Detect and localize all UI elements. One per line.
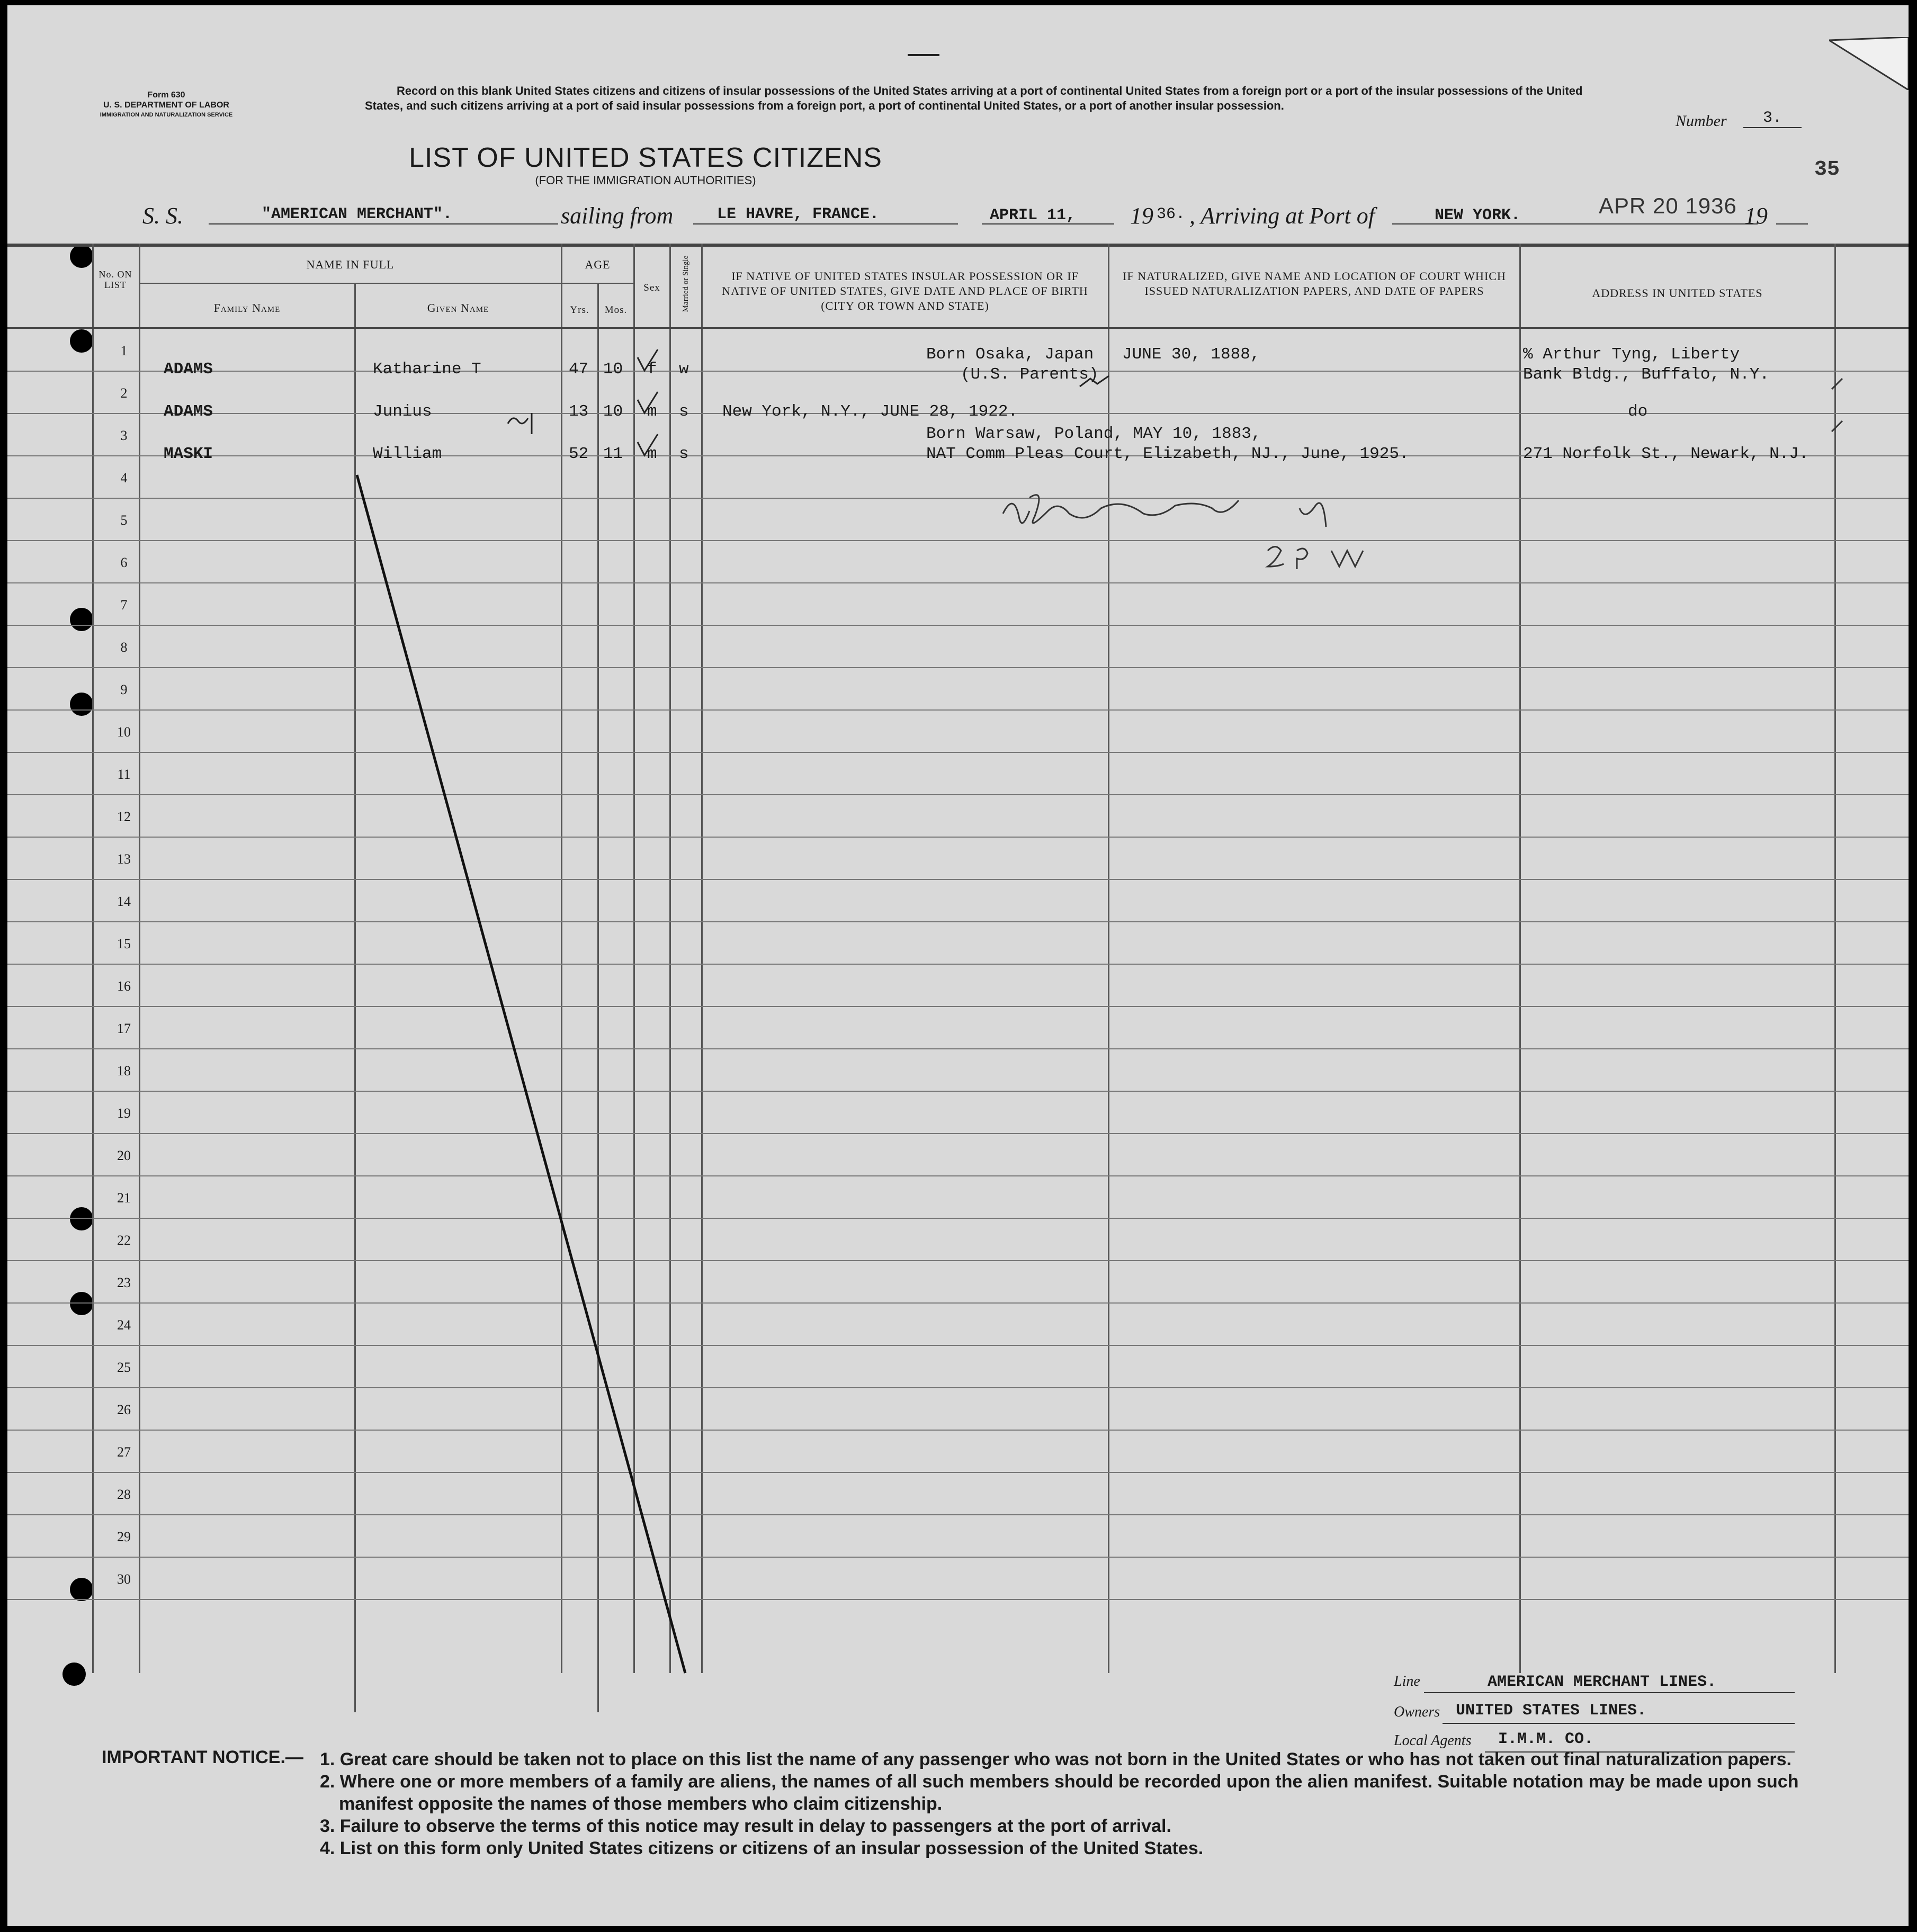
header-no-on-list: No. ON LIST — [98, 269, 132, 290]
family-name: ADAMS — [164, 402, 213, 421]
check-mark — [638, 349, 658, 371]
given-name: Katharine T — [373, 360, 481, 379]
header-age: AGE — [585, 258, 611, 271]
header-native-info: IF NATIVE OF UNITED STATES INSULAR POSSESSION OR IF NATIVE OF UNITED STATES, GIVE DATE AND PLACE OF BIRTH (CITY OR TOWN AND STATE) — [722, 269, 1088, 312]
row-number: 1 — [120, 343, 128, 358]
given-name: Junius — [373, 402, 432, 421]
header-yrs: Yrs. — [570, 304, 589, 316]
given-name: William — [373, 445, 442, 463]
row-number: 4 — [120, 470, 128, 486]
notice-item: 2. Where one or more members of a family are aliens, the names of all such members should be recorded upon the alien manifest. Suitable notation may be made upon such — [320, 1772, 1799, 1792]
marital-status: w — [679, 360, 689, 379]
native-place: Born Warsaw, Poland, MAY 10, 1883, — [926, 425, 1261, 443]
age-years: 47 — [569, 360, 589, 379]
notice-item: 1. Great care should be taken not to place on this list the name of any passenger who was not born in the United States or who has not taken out final naturalization papers. — [320, 1749, 1792, 1769]
sex: m — [647, 402, 657, 421]
header-naturalized-info: IF NATURALIZED, GIVE NAME AND LOCATION OF COURT WHICH ISSUED NATURALIZATION PAPERS, AND DATE OF PAPERS — [1123, 269, 1506, 298]
cancel-line — [357, 475, 685, 1673]
instructions-text: Record on this blank United States citizens and citizens of insular possessions of the United States arriving at a port of continental United States from a foreign port or a port of the insular possessions of the United States, and such citizens arriving at a port of said insular possessions from a foreign port, a port of continental United States, or a port of another insular possession. — [365, 84, 1583, 112]
arrival-stamp: APR 20 1936 — [1599, 193, 1737, 218]
row-number: 8 — [120, 640, 128, 655]
check-mark — [638, 434, 658, 455]
owners-label: Owners — [1394, 1704, 1440, 1720]
row-number: 18 — [117, 1063, 131, 1079]
header-address: ADDRESS IN UNITED STATES — [1592, 286, 1763, 300]
sex: m — [647, 445, 657, 463]
row-number: 21 — [117, 1190, 131, 1206]
row-number: 7 — [120, 597, 128, 613]
handwritten-marks — [7, 5, 1909, 1926]
row-number: 30 — [117, 1571, 131, 1587]
family-name: MASKI — [164, 445, 213, 463]
form-sheet — [7, 5, 1909, 1926]
row-number: 29 — [117, 1529, 131, 1544]
arriving-label: , Arriving at Port of — [1189, 203, 1375, 229]
header-name-in-full: NAME IN FULL — [306, 258, 395, 271]
marital-status: s — [679, 402, 689, 421]
page-subtitle: (FOR THE IMMIGRATION AUTHORITIES) — [535, 174, 756, 187]
age-years: 52 — [569, 445, 589, 463]
sailing-date: APRIL 11, — [990, 206, 1076, 224]
owners-value: UNITED STATES LINES. — [1456, 1702, 1647, 1720]
department-name: U. S. DEPARTMENT OF LABOR — [103, 101, 229, 110]
address-line-1: % Arthur Tyng, Liberty — [1523, 345, 1740, 364]
year-suffix: 36. — [1157, 205, 1186, 223]
age-months: 10 — [603, 402, 623, 421]
line-value: AMERICAN MERCHANT LINES. — [1488, 1673, 1717, 1691]
row-number: 26 — [117, 1402, 131, 1417]
naturalization-info: JUNE 30, 1888, — [1122, 345, 1260, 364]
row-number: 14 — [117, 894, 131, 909]
notice-item: 3. Failure to observe the terms of this notice may result in delay to passengers at the port of arrival. — [320, 1816, 1171, 1836]
row-number: 5 — [120, 513, 128, 528]
margin-tick — [1832, 379, 1842, 432]
naturalization-info: NAT Comm Pleas Court, Elizabeth, NJ., June, 1925. — [926, 445, 1409, 463]
year-end: 19 — [1744, 203, 1768, 229]
row-number: 17 — [117, 1021, 131, 1036]
agents-value: I.M.M. CO. — [1498, 1730, 1594, 1748]
header-married-single: Married or Single — [682, 255, 690, 312]
marital-status: s — [679, 445, 689, 463]
address-line-2: Bank Bldg., Buffalo, N.Y. — [1523, 365, 1770, 384]
check-mark — [638, 392, 658, 413]
header-sex: Sex — [643, 282, 660, 293]
row-number: 11 — [117, 767, 131, 782]
check-mark — [1080, 376, 1109, 387]
native-note: (U.S. Parents) — [961, 365, 1099, 384]
row-number: 23 — [117, 1275, 131, 1290]
row-number: 10 — [117, 724, 131, 740]
port-from: LE HAVRE, FRANCE. — [717, 205, 880, 223]
number-label: Number — [1676, 112, 1727, 130]
port-to: NEW YORK. — [1435, 206, 1521, 224]
row-number: 2 — [120, 385, 128, 401]
row-number: 13 — [117, 851, 131, 867]
signature-initials — [1268, 547, 1363, 570]
page-title: LIST OF UNITED STATES CITIZENS — [409, 142, 882, 173]
agents-label: Local Agents — [1394, 1732, 1472, 1749]
row-number: 27 — [117, 1444, 131, 1460]
page-number: 35 — [1814, 158, 1840, 182]
native-place: New York, N.Y., JUNE 28, 1922. — [722, 402, 1018, 421]
row-number: 12 — [117, 809, 131, 824]
service-name: IMMIGRATION AND NATURALIZATION SERVICE — [100, 112, 233, 118]
form-number: Form 630 — [147, 91, 185, 100]
row-number: 15 — [117, 936, 131, 951]
row-number: 9 — [120, 682, 128, 697]
notice-item: 4. List on this form only United States citizens or citizens of an insular possession of the United States. — [320, 1838, 1204, 1858]
notice-list — [320, 1748, 1871, 1859]
sailing-label: sailing from — [561, 203, 674, 229]
ship-name: "AMERICAN MERCHANT". — [262, 205, 453, 223]
row-number: 20 — [117, 1148, 131, 1163]
line-label: Line — [1394, 1673, 1420, 1690]
address-line-1: 271 Norfolk St., Newark, N.J. — [1523, 445, 1809, 463]
age-months: 10 — [603, 360, 623, 379]
notice-item: manifest opposite the names of those members who claim citizenship. — [339, 1794, 943, 1814]
age-years: 13 — [569, 402, 589, 421]
address-line-1: do — [1628, 402, 1648, 421]
row-number: 24 — [117, 1317, 131, 1333]
notice-title: IMPORTANT NOTICE.— — [102, 1747, 303, 1767]
row-number: 19 — [117, 1106, 131, 1121]
row-number: 25 — [117, 1360, 131, 1375]
row-number: 3 — [120, 428, 128, 443]
header-given-name: Given Name — [427, 301, 489, 314]
row-number: 16 — [117, 978, 131, 994]
sex: f — [647, 360, 657, 379]
family-name: ADAMS — [164, 360, 213, 379]
signature — [1003, 495, 1326, 527]
header-mos: Mos. — [604, 304, 628, 316]
native-place: Born Osaka, Japan — [926, 345, 1094, 364]
row-number: 28 — [117, 1487, 131, 1502]
row-number: 6 — [120, 555, 128, 570]
age-months: 11 — [603, 445, 623, 463]
year-prefix: 19 — [1130, 203, 1153, 229]
ss-label: S. S. — [142, 203, 183, 229]
header-family-name: Family Name — [213, 301, 281, 314]
number-value: 3. — [1743, 109, 1802, 128]
handwritten-note — [508, 413, 532, 434]
row-number: 22 — [117, 1233, 131, 1248]
